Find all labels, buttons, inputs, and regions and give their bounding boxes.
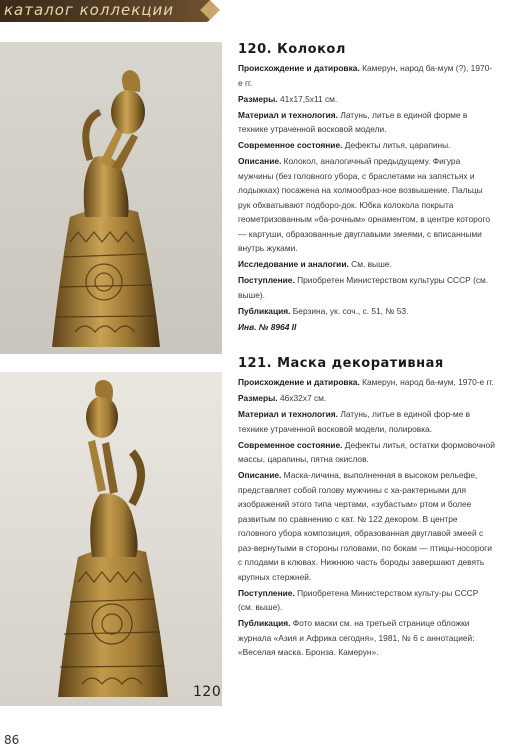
field-research: Исследование и аналогии. См. выше. (238, 259, 392, 269)
catalog-entry-121 (238, 356, 495, 661)
mask-figure-image (0, 372, 222, 706)
section-header-bar (0, 0, 210, 22)
section-title: каталог коллекции (4, 1, 175, 19)
catalog-entry-120 (238, 42, 495, 336)
field-condition: Современное состояние. Дефекты литья, остатки формовочной массы, царапины, пятна окислов. (238, 439, 495, 464)
entry-title: 120. Колокол (238, 42, 346, 57)
field-origin: Происхождение и датировка. Камерун, народ ба-мум, 1970-е гг. (238, 377, 494, 387)
field-material: Материал и технология. Латунь, литье в единой форме в технике утраченной восковой модели. (238, 109, 468, 134)
field-acquisition: Поступление. Приобретена Министерством культу-ры СССР (см. выше). (238, 587, 479, 612)
field-dimensions: Размеры. 46x32x7 см. (238, 393, 327, 403)
bell-figure-image (0, 42, 222, 354)
field-dimensions: Размеры. 41x17,5x11 см. (238, 93, 338, 104)
field-publication: Публикация. Фото маски см. на третьей странице обложки журнала «Азия и Африка сегодня», 1981, № 6 с аннотацией: «Веселая маска. Бронза. Камерун». (238, 618, 475, 657)
field-origin: Происхождение и датировка. Камерун, народ ба-мум (?), 1970-е гг. (238, 63, 493, 88)
field-material: Материал и технология. Латунь, литье в единой фор-ме в технике утраченной восковой модели, полировка. (238, 409, 471, 434)
bell-photo-120 (0, 42, 222, 354)
field-publication: Публикация. Берзина, ук. соч., с. 51, № 53. (238, 305, 409, 316)
field-acquisition: Поступление. Приобретен Министерством культуры СССР (см. выше). (238, 275, 489, 300)
photo-catalog-number: 120 (193, 684, 222, 700)
entry-title: 121. Маска декоративная (238, 356, 444, 371)
field-inventory: Инв. № 8964 II (238, 321, 297, 332)
field-description: Описание. Маска-личина, выполненная в высоком рельефе, представляет собой голову мужчины с ха-рактерными для изображений этого типа чертами, «зубастым» ртом и более развитым по сравнению с кат. № 122 декором. В центре головного убора композиция, образованная двуглавой змеей с раз-вернутыми в стороны головами, по бокам — птицы-носороги с плодами в клювах. Нижнюю часть бороды завершают девять крупных стержней. (238, 470, 492, 582)
bell-photo-121 (0, 372, 222, 706)
page-number: 86 (4, 733, 20, 747)
field-description: Описание. Колокол, аналогичный предыдущему. Фигура мужчины (без головного убора, с браслетами на запястьях и лодыжках) посажена на холмообраз-ное возвышение. Пальцы рук обхватывают подборо-док. Юбка колокола покрыта геометризованным «ба-рочным» орнаментом, в центре которого — картуши, образованные двуглавыми змеями, с вписанными внутрь жуками. (238, 156, 491, 253)
field-condition: Современное состояние. Дефекты литья, царапины. (238, 140, 451, 150)
